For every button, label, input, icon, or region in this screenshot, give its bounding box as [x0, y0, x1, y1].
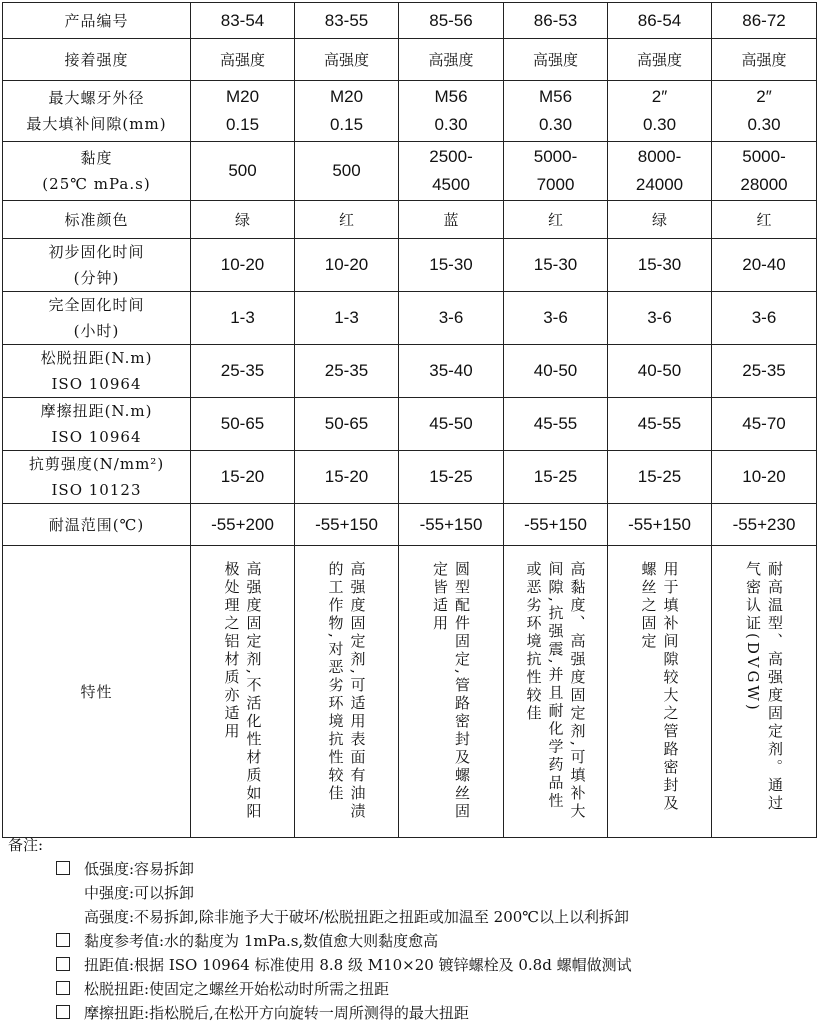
cell-text-line: 红 [756, 211, 772, 229]
value-cell [712, 201, 817, 239]
row-label [3, 81, 191, 142]
row-product-number [3, 3, 817, 39]
value-cell [712, 39, 817, 81]
cell-text-line: 抗剪强度(N/mm²) [28, 455, 165, 473]
cell-text-line: 50-65 [324, 414, 369, 433]
note-text: 高强度:不易拆卸,除非施予大于破坏/松脱扭距之扭距或加温至 200℃以上以利拆卸 [84, 908, 630, 926]
cell-text-line: 标准颜色 [64, 210, 129, 229]
value-cell [608, 81, 712, 142]
cell-text-line: 0.30 [747, 115, 781, 134]
value-cell [191, 398, 295, 451]
cell-text-line: 2″ [756, 87, 772, 106]
cell-text-line: 1-3 [334, 308, 359, 327]
cell-text-line: 15-20 [220, 467, 265, 486]
cell-text-line: 20-40 [742, 255, 786, 274]
cell-text-line: 高强度 [636, 51, 682, 69]
cell-text-line: 10-20 [324, 255, 369, 274]
cell-text-line: 3-6 [751, 308, 777, 327]
cell-text-line: 0.30 [642, 115, 677, 134]
cell-text-line: 5000- [533, 147, 578, 166]
cell-text-line: 50-65 [220, 414, 265, 433]
cell-text-line: 25-35 [220, 361, 265, 380]
value-cell [712, 345, 817, 398]
value-cell [191, 201, 295, 239]
cell-text-line: (分钟) [73, 269, 120, 287]
row-initial-cure [3, 239, 817, 292]
cell-text-line: M56 [434, 87, 468, 106]
value-cell [504, 3, 608, 39]
feature-cell [504, 546, 608, 838]
cell-text-line: 黏度 [80, 149, 113, 167]
cell-text-line: 45-55 [637, 414, 682, 433]
row-breakaway-torque [3, 345, 817, 398]
feature-text: 用于填补间隙较大之管路密封及螺丝之固定 [639, 560, 680, 813]
value-cell [191, 3, 295, 39]
row-label [3, 201, 191, 239]
note-text: 摩擦扭距:指松脱后,在松开方向旋转一周所测得的最大扭距 [84, 1004, 469, 1022]
cell-text-line: 7000 [536, 175, 575, 194]
cell-text-line: 85-56 [429, 10, 473, 30]
cell-text-line: 15-20 [324, 467, 369, 486]
cell-text-line: 45-55 [533, 414, 578, 433]
cell-text-line: 2″ [651, 87, 668, 106]
cell-text-line: 500 [228, 161, 257, 180]
value-cell [191, 142, 295, 201]
feature-text: 耐高温型、高强度固定剂。通过气密认证(DVGW) [744, 560, 784, 813]
cell-text-line: 高强度 [428, 51, 474, 69]
cell-text-line: 45-50 [429, 414, 473, 433]
note-text: 低强度:容易拆卸 [84, 860, 195, 878]
value-cell [504, 451, 608, 504]
cell-text-line: 0.30 [538, 115, 573, 134]
cell-text-line: 2500- [429, 147, 473, 166]
row-standard-color [3, 201, 817, 239]
row-viscosity [3, 142, 817, 201]
note-item [8, 977, 816, 1001]
row-full-cure [3, 292, 817, 345]
checkbox-icon [56, 933, 70, 947]
cell-text-line: 10-20 [220, 255, 265, 274]
value-cell [191, 39, 295, 81]
cell-text-line: 最大填补间隙(mm) [26, 115, 167, 133]
cell-text-line: 初步固化时间 [48, 243, 145, 261]
value-cell [712, 3, 817, 39]
note-item [8, 953, 816, 977]
row-label [3, 345, 191, 398]
note-item [8, 881, 816, 905]
cell-text-line: ISO 10964 [51, 428, 142, 446]
cell-text-line: -55+150 [524, 514, 587, 534]
value-cell [191, 81, 295, 142]
value-cell [712, 239, 817, 292]
value-cell [191, 345, 295, 398]
cell-text-line: 1-3 [230, 308, 255, 327]
notes-title: 备注: [8, 836, 44, 854]
feature-cell [399, 546, 504, 838]
value-cell [504, 39, 608, 81]
value-cell [504, 504, 608, 546]
row-label [3, 292, 191, 345]
value-cell [399, 3, 504, 39]
note-text: 黏度参考值:水的黏度为 1mPa.s,数值愈大则黏度愈高 [84, 932, 439, 950]
value-cell [504, 239, 608, 292]
feature-text: 高黏度、高强度固定剂,可填补大间隙,抗强震,并且耐化学药品性或恶劣环境抗性较佳 [524, 560, 587, 821]
cell-text-line: 3-6 [438, 308, 464, 327]
value-cell [608, 504, 712, 546]
cell-text-line: 28000 [740, 175, 788, 194]
feature-text: 高强度固定剂,不活化性材质如阳极处理之铝材质亦适用 [222, 560, 263, 821]
cell-text-line: 红 [338, 211, 354, 229]
spec-table-body [3, 3, 817, 838]
product-spec-table [2, 2, 817, 838]
cell-text-line: 红 [547, 211, 563, 229]
row-label [3, 451, 191, 504]
cell-text-line: -55+200 [211, 514, 274, 534]
value-cell [399, 201, 504, 239]
value-cell [295, 451, 399, 504]
value-cell [295, 504, 399, 546]
value-cell [191, 292, 295, 345]
checkbox-icon [56, 957, 70, 971]
row-label [3, 142, 191, 201]
row-label [3, 3, 191, 39]
cell-text-line: 24000 [635, 175, 684, 194]
note-text: 松脱扭距:使固定之螺丝开始松动时所需之扭距 [84, 980, 390, 998]
cell-text-line: M56 [538, 87, 573, 106]
value-cell [712, 81, 817, 142]
cell-text-line: 35-40 [429, 361, 473, 380]
feature-text: 高强度固定剂,可适用表面有油渍的工作物,对恶劣环境抗性较佳 [326, 560, 367, 821]
cell-text-line: 0.30 [434, 115, 468, 134]
cell-text-line: M20 [329, 87, 364, 106]
value-cell [504, 142, 608, 201]
value-cell [712, 292, 817, 345]
cell-text-line: ISO 10964 [51, 375, 142, 393]
note-item [8, 929, 816, 953]
cell-text-line: (小时) [73, 322, 120, 340]
value-cell [712, 504, 817, 546]
value-cell [504, 292, 608, 345]
checkbox-icon [56, 1005, 70, 1019]
value-cell [608, 239, 712, 292]
value-cell [399, 398, 504, 451]
value-cell [399, 345, 504, 398]
value-cell [608, 3, 712, 39]
cell-text-line: 绿 [234, 211, 250, 229]
cell-text-line: 86-72 [742, 10, 786, 30]
cell-text-line: 0.15 [225, 115, 260, 134]
cell-text-line: 蓝 [443, 211, 459, 229]
cell-text-line: 5000- [742, 147, 786, 166]
notes-list [8, 857, 816, 1025]
value-cell [608, 345, 712, 398]
checkbox-icon [56, 861, 70, 875]
cell-text-line: 86-53 [533, 10, 578, 30]
value-cell [504, 398, 608, 451]
cell-text-line: 15-25 [637, 467, 682, 486]
row-label [3, 504, 191, 546]
cell-text-line: 松脱扭距(N.m) [40, 349, 153, 367]
value-cell [295, 39, 399, 81]
feature-cell [712, 546, 817, 838]
cell-text-line: 15-30 [429, 255, 473, 274]
value-cell [504, 201, 608, 239]
row-label [3, 239, 191, 292]
value-cell [399, 239, 504, 292]
row-prevailing-torque [3, 398, 817, 451]
value-cell [295, 292, 399, 345]
cell-text-line: 25-35 [742, 361, 786, 380]
cell-text-line: 绿 [651, 211, 667, 229]
cell-text-line: 3-6 [543, 308, 568, 327]
cell-text-line: (25℃ mPa.s) [42, 175, 151, 193]
cell-text-line: 8000- [637, 147, 682, 166]
cell-text-line: 高强度 [532, 51, 578, 69]
note-item [8, 1001, 816, 1025]
cell-text-line: 15-25 [429, 467, 473, 486]
value-cell [295, 239, 399, 292]
row-features [3, 546, 817, 838]
value-cell [608, 451, 712, 504]
value-cell [399, 142, 504, 201]
cell-text-line: 83-54 [220, 10, 265, 30]
cell-text-line: 40-50 [533, 361, 578, 380]
value-cell [399, 504, 504, 546]
cell-text-line: 86-54 [637, 10, 682, 30]
value-cell [608, 398, 712, 451]
row-bond-strength [3, 39, 817, 81]
cell-text-line: 完全固化时间 [48, 296, 145, 314]
cell-text-line: -55+150 [315, 514, 378, 534]
row-thread-gap [3, 81, 817, 142]
value-cell [191, 451, 295, 504]
cell-text-line: 产品编号 [64, 11, 129, 30]
note-item [8, 905, 816, 929]
value-cell [295, 201, 399, 239]
cell-text-line: M20 [225, 87, 260, 106]
value-cell [608, 292, 712, 345]
value-cell [399, 81, 504, 142]
cell-text-line: 摩擦扭距(N.m) [40, 402, 153, 420]
cell-text-line: 83-55 [324, 10, 369, 30]
feature-text: 圆型配件固定,管路密封及螺丝固定皆适用 [431, 560, 471, 821]
cell-text-line: 15-30 [637, 255, 682, 274]
value-cell [295, 345, 399, 398]
row-temperature-range [3, 504, 817, 546]
value-cell [295, 398, 399, 451]
cell-text-line: 40-50 [637, 361, 682, 380]
cell-text-line: 接着强度 [64, 50, 129, 69]
value-cell [712, 451, 817, 504]
cell-text-line: 25-35 [324, 361, 369, 380]
value-cell [608, 39, 712, 81]
row-label [3, 39, 191, 81]
value-cell [295, 3, 399, 39]
value-cell [712, 142, 817, 201]
value-cell [504, 345, 608, 398]
row-label [3, 398, 191, 451]
value-cell [191, 504, 295, 546]
value-cell [504, 81, 608, 142]
value-cell [399, 292, 504, 345]
notes-section [8, 833, 816, 1025]
value-cell [608, 201, 712, 239]
feature-cell [191, 546, 295, 838]
cell-text-line: 特性 [80, 682, 113, 701]
cell-text-line: -55+230 [732, 514, 796, 534]
note-item [8, 857, 816, 881]
cell-text-line: 0.15 [329, 115, 364, 134]
cell-text-line: 3-6 [647, 308, 672, 327]
cell-text-line: 最大螺牙外径 [48, 89, 145, 107]
cell-text-line: 高强度 [741, 51, 787, 69]
cell-text-line: ISO 10123 [51, 481, 142, 499]
feature-cell [295, 546, 399, 838]
note-text: 扭距值:根据 ISO 10964 标准使用 8.8 级 M10×20 镀锌螺栓及 0.8d 螺帽做测试 [84, 956, 632, 974]
note-text: 中强度:可以拆卸 [84, 884, 195, 902]
feature-cell [608, 546, 712, 838]
cell-text-line: -55+150 [419, 514, 483, 534]
cell-text-line: 45-70 [742, 414, 786, 433]
checkbox-icon [56, 981, 70, 995]
value-cell [191, 239, 295, 292]
cell-text-line: 10-20 [742, 467, 786, 486]
cell-text-line: 15-25 [533, 467, 578, 486]
value-cell [295, 142, 399, 201]
row-shear-strength [3, 451, 817, 504]
value-cell [608, 142, 712, 201]
cell-text-line: 高强度 [323, 51, 369, 69]
cell-text-line: 500 [332, 161, 361, 180]
value-cell [712, 398, 817, 451]
cell-text-line: 15-30 [533, 255, 578, 274]
value-cell [399, 39, 504, 81]
value-cell [295, 81, 399, 142]
cell-text-line: 耐温范围(℃) [48, 515, 145, 534]
row-label [3, 546, 191, 838]
value-cell [399, 451, 504, 504]
cell-text-line: -55+150 [628, 514, 691, 534]
cell-text-line: 高强度 [219, 51, 265, 69]
cell-text-line: 4500 [432, 175, 470, 194]
